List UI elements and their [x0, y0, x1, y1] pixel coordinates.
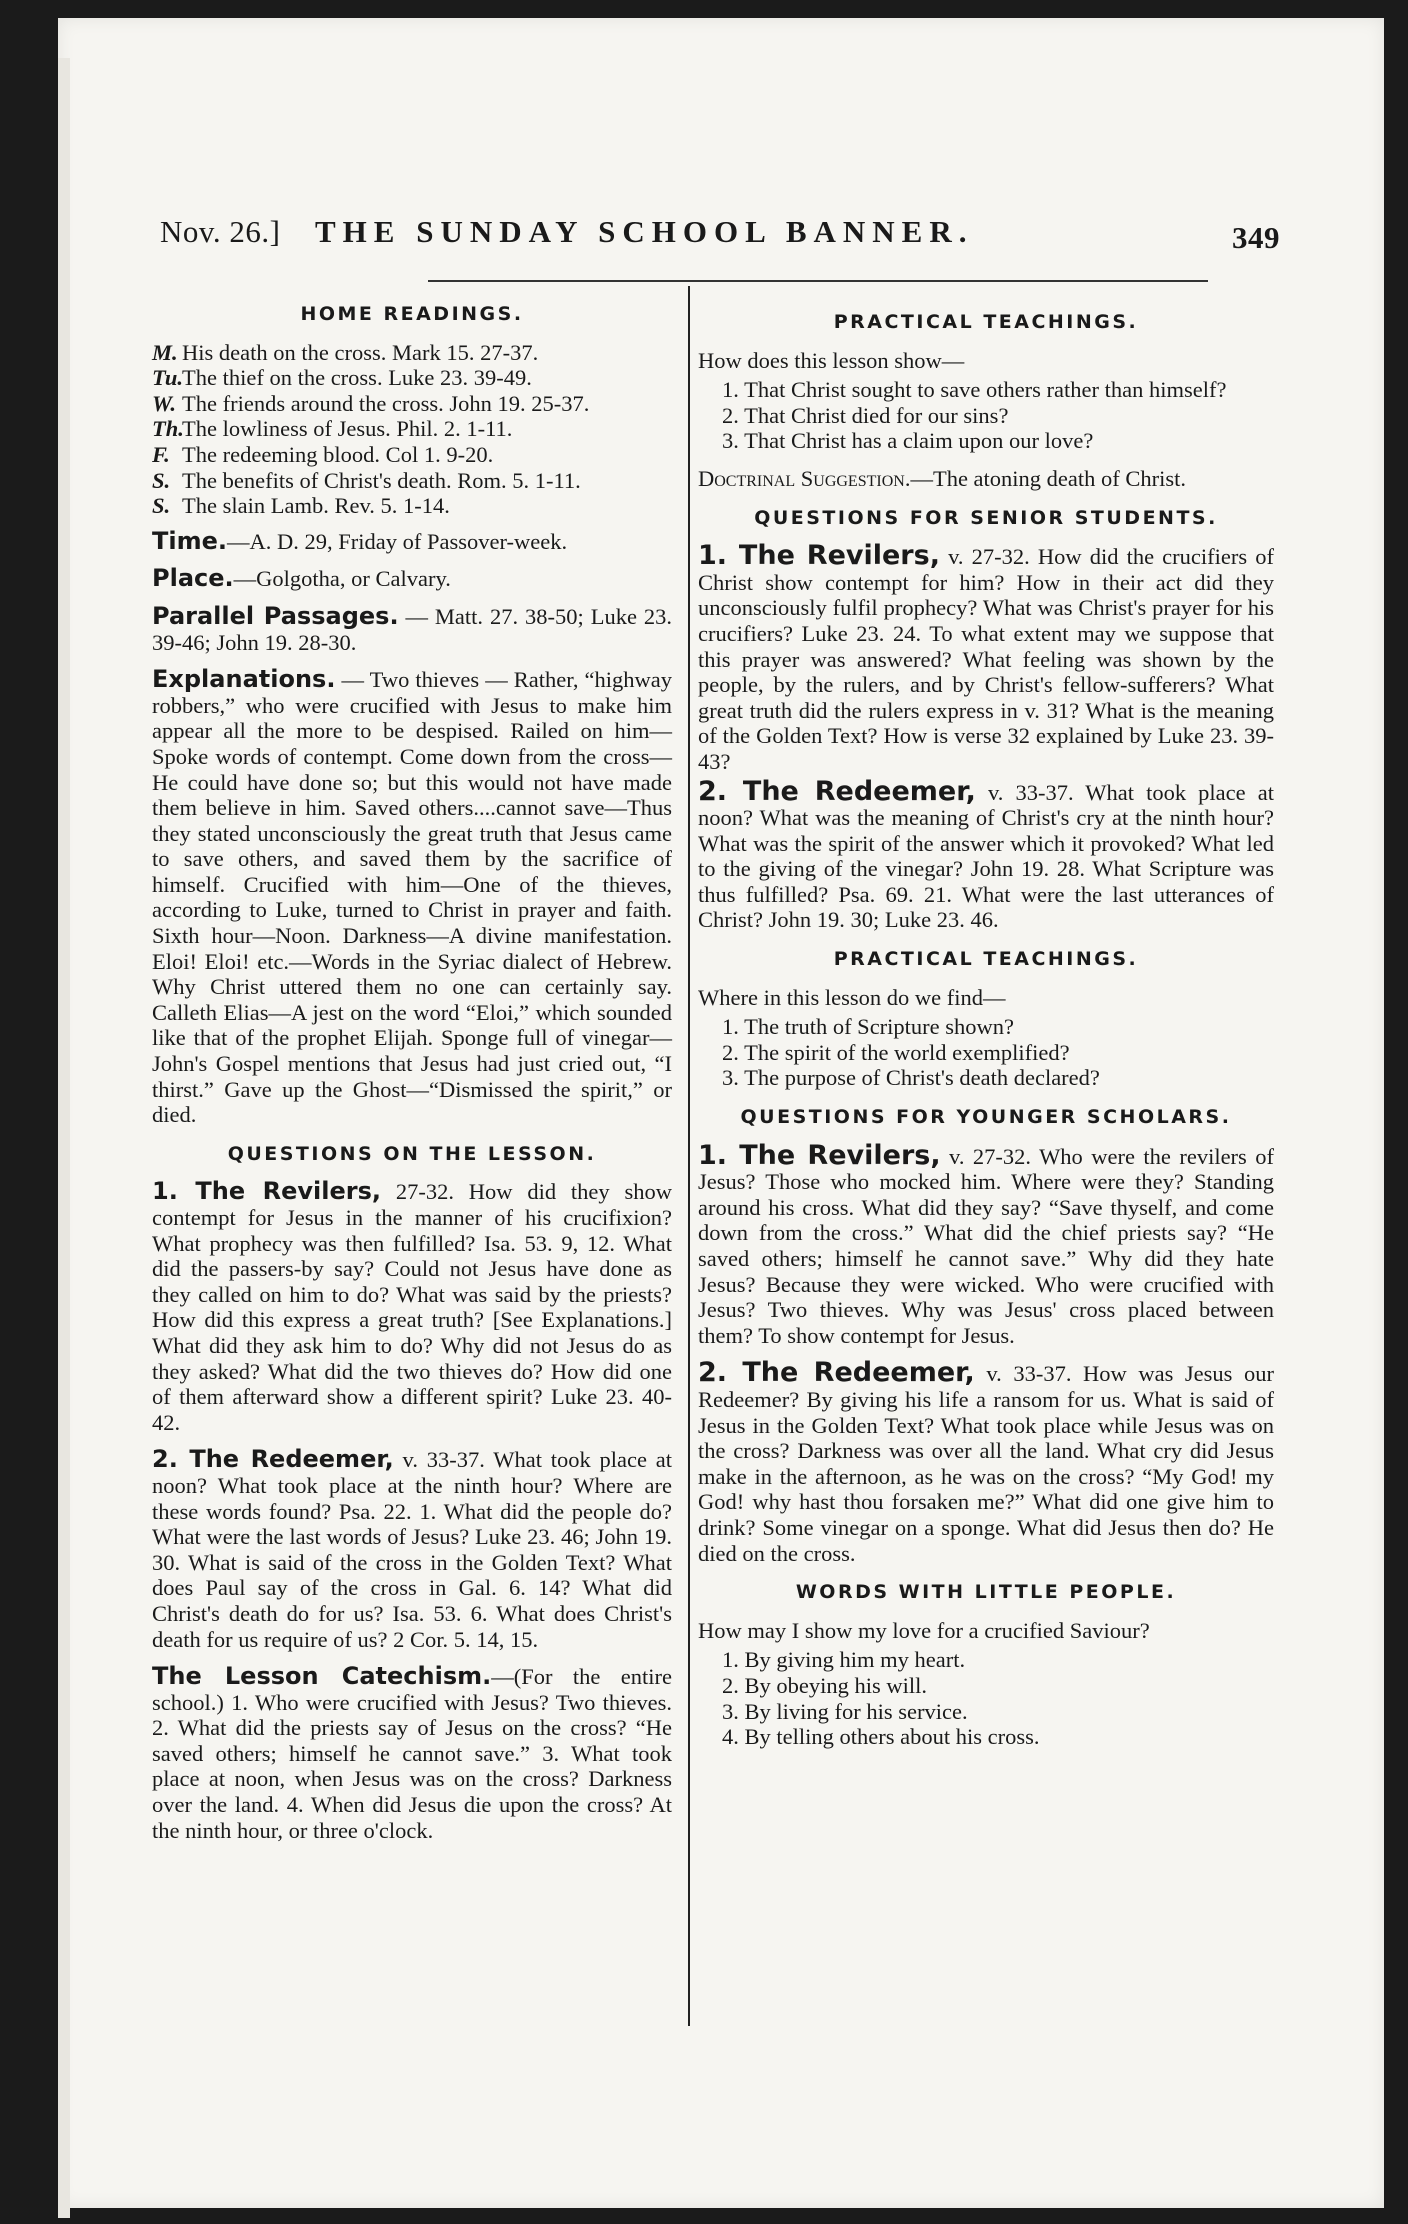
senior-q1-label: 1. The Revilers,: [698, 540, 940, 572]
time-text: —A. D. 29, Friday of Passover-week.: [227, 528, 568, 554]
parallel-paragraph: [152, 601, 672, 655]
little-people-list: [698, 1647, 1274, 1749]
practical-intro: How does this lesson show—: [698, 347, 965, 373]
reading-row: [152, 442, 672, 468]
reading-row: [152, 416, 672, 442]
younger-q1-label: 1. The Revilers,: [698, 1139, 941, 1171]
left-column: [152, 288, 672, 1855]
reading-day: S.: [152, 467, 171, 493]
publication-title: THE SUNDAY SCHOOL BANNER.: [315, 214, 974, 249]
little-people-intro: How may I show my love for a crucified Saviour?: [698, 1617, 1150, 1643]
reading-row: [152, 391, 672, 417]
catechism-label: The Lesson Catechism.: [152, 1662, 492, 1691]
senior-q1-text: v. 27-32. How did the crucifiers of Christ show contempt for him? How in their act did they unconsciously fulfil prophecy? What was Christ's prayer for his crucifiers? Luke 23. 24. To what extent may we suppose that this prayer was answered? What feeling was shown by the people, by the rulers, and by Christ's fellow-sufferers? What great truth did the rulers express in v. 31? What is the meaning of the Golden Text? How is verse 32 explained by Luke 23. 39-43?: [698, 544, 1274, 774]
reading-text: The slain Lamb. Rev. 5. 1-14.: [182, 493, 450, 519]
list-item: 3. The purpose of Christ's death declared?: [722, 1065, 1100, 1091]
lesson-q1-label: 1. The Revilers,: [152, 1177, 382, 1206]
parallel-text: — Matt. 27. 38-50; Luke 23. 39-46; John 19. 28-30.: [152, 603, 672, 655]
doctrinal-text: —The atoning death of Christ.: [910, 465, 1187, 491]
reading-day: S.: [152, 493, 171, 519]
reading-text: The thief on the cross. Luke 23. 39-49.: [182, 365, 532, 391]
doctrinal-label: Doctrinal Suggestion.: [698, 465, 911, 491]
place-paragraph: [152, 566, 672, 592]
page-edge: [58, 58, 70, 2218]
reading-text: The lowliness of Jesus. Phil. 2. 1-11.: [182, 416, 513, 442]
doctrinal-paragraph: [698, 466, 1274, 492]
lesson-q2-text: v. 33-37. What took place at noon? What took place at the ninth hour? Where are these words found? Psa. 22. 1. What did the people do? What were the last words of Jesus? Luke 23. 46; John 19. 30. What is said of the cross in the Golden Text? What does Paul say of the cross in Gal. 6. 14? What did Christ's death do for us? Isa. 53. 6. What does Christ's death for us require of us? 2 Cor. 5. 14, 15.: [152, 1447, 672, 1652]
time-label: Time.: [152, 526, 227, 555]
explanations-text: — Two thieves — Rather, “highway robbers,” who were crucified with Jesus to make him appear all the more to be despised. Railed on him—Spoke words of contempt. Come down from the cross—He could have done so; but this would not have made them believe in him. Saved others....cannot save—Thus they stated unconsciously the great truth that Jesus came to save others, and saved them by the sacrifice of himself. Crucified with him—One of the thieves, according to Luke, turned to Christ in prayer and faith. Sixth hour—Noon. Darkness—A divine manifestation. Eloi! Eloi! etc.—Words in the Syriac dialect of Hebrew. Why Christ uttered them no one can certainly say. Calleth Elias—A jest on the word “Eloi,” which sounded like that of the prophet Elijah. Sponge full of vinegar—John's Gospel mentions that Jesus had just cried out, “I thirst.” Gave up the Ghost—“Dismissed the spirit,” or died.: [152, 667, 672, 1128]
page-number: 349: [1232, 220, 1280, 255]
practical-list: [698, 377, 1274, 454]
time-paragraph: [152, 526, 672, 555]
lesson-q1-paragraph: [152, 1179, 672, 1435]
list-item: 2. By obeying his will.: [722, 1672, 928, 1698]
home-readings-heading: HOME READINGS.: [300, 303, 524, 325]
questions-lesson-heading: QUESTIONS ON THE LESSON.: [227, 1142, 597, 1165]
senior-q1-paragraph: [698, 540, 1274, 774]
issue-date: Nov. 26.]: [160, 214, 281, 249]
list-item: 3. By living for his service.: [722, 1698, 968, 1724]
senior-q2-text: v. 33-37. What took place at noon? What was the meaning of Christ's cry at the ninth hour? What was the spirit of the answer which it provoked? What led to the giving of the vinegar? John 19. 28. What Scripture was thus fulfilled? Psa. 69. 21. What were the last utterances of Christ? John 19. 30; Luke 23. 46.: [698, 779, 1274, 933]
list-item: 1. That Christ sought to save others rather than himself?: [722, 377, 1227, 403]
reading-text: The redeeming blood. Col 1. 9-20.: [182, 441, 494, 467]
page: [58, 18, 1384, 2208]
practical-2-list: [698, 1014, 1274, 1091]
reading-text: His death on the cross. Mark 15. 27-37.: [182, 339, 539, 365]
senior-q2-label: 2. The Redeemer,: [698, 775, 976, 807]
reading-day: M.: [152, 339, 178, 365]
list-item: 2. That Christ died for our sins?: [722, 402, 1009, 428]
practical-2-intro: Where in this lesson do we find—: [698, 984, 1006, 1010]
little-people-heading: WORDS WITH LITTLE PEOPLE.: [795, 1581, 1177, 1604]
practical-teachings-2-heading: PRACTICAL TEACHINGS.: [833, 948, 1139, 971]
lesson-q1-text: 27-32. How did they show contempt for Jesus in the manner of his crucifixion? What prophecy was then fulfilled? Isa. 53. 9, 12. What did the passers-by say? Could not Jesus have done as they called on him to do? What was said by the priests? How did this express a great truth? [See Explanations.] What did they ask him to do? Why did not Jesus do as they asked? What did the two thieves do? How did one of them afterward show a different spirit? Luke 23. 40-42.: [152, 1179, 672, 1435]
reading-row: [152, 468, 672, 494]
list-item: 2. The spirit of the world exemplified?: [722, 1039, 1070, 1065]
reading-day: Th.: [152, 416, 184, 442]
reading-row: [152, 493, 672, 519]
senior-heading: QUESTIONS FOR SENIOR STUDENTS.: [754, 506, 1218, 529]
home-readings-list: [152, 340, 672, 519]
younger-q2-label: 2. The Redeemer,: [698, 1357, 975, 1389]
column-divider: [688, 286, 690, 2026]
place-text: —Golgotha, or Calvary.: [233, 566, 451, 592]
list-item: 4. By telling others about his cross.: [722, 1724, 1040, 1750]
list-item: 1. The truth of Scripture shown?: [722, 1014, 1015, 1040]
catechism-text: —(For the entire school.) 1. Who were crucified with Jesus? Two thieves. 2. What did the priests say of Jesus on the cross? “He saved others; himself he cannot save.” 3. What took place at noon, when Jesus was on the cross? Darkness over the land. 4. When did Jesus die upon the cross? At the ninth hour, or three o'clock.: [152, 1664, 672, 1843]
catechism-paragraph: [152, 1664, 672, 1843]
younger-q1-paragraph: [698, 1139, 1274, 1349]
parallel-label: Parallel Passages.: [152, 601, 399, 630]
explanations-label: Explanations.: [152, 665, 336, 694]
reading-day: W.: [152, 390, 176, 416]
reading-row: [152, 365, 672, 391]
place-label: Place.: [152, 564, 234, 593]
younger-q2-paragraph: [698, 1357, 1274, 1566]
younger-q1-text: v. 27-32. Who were the revilers of Jesus? Those who mocked him. Where were they? Standing around his cross. What did they say? “Save thyself, and come down from the cross.” What did the chief priests say? “He saved others; himself he cannot save.” Why did they hate Jesus? Because they were wicked. Who were crucified with Jesus? Two thieves. Why was Jesus' cross placed between them? To show contempt for Jesus.: [698, 1143, 1274, 1348]
younger-heading: QUESTIONS FOR YOUNGER SCHOLARS.: [740, 1106, 1232, 1129]
lesson-q2-paragraph: [152, 1447, 672, 1652]
reading-row: [152, 340, 672, 366]
reading-day: Tu.: [152, 365, 184, 391]
explanations-paragraph: [152, 667, 672, 1128]
practical-teachings-heading: PRACTICAL TEACHINGS.: [833, 311, 1139, 333]
header-rule: [428, 280, 1208, 282]
reading-day: F.: [152, 441, 170, 467]
lesson-q2-label: 2. The Redeemer,: [152, 1445, 394, 1474]
running-header: [160, 214, 1280, 270]
right-column: [698, 296, 1274, 1762]
list-item: 1. By giving him my heart.: [722, 1647, 966, 1673]
reading-text: The benefits of Christ's death. Rom. 5. 1-11.: [182, 467, 581, 493]
younger-q2-text: v. 33-37. How was Jesus our Redeemer? By giving his life a ransom for us. What is said of Jesus in the Golden Text? What took place while Jesus was on the cross? Darkness was over all the land. What cry did Jesus make in the afternoon, as he was on the cross? “My God! my God! why hast thou forsaken me?” What did one give him to drink? Some vinegar on a sponge. What did Jesus then do? He died on the cross.: [698, 1361, 1274, 1566]
senior-q2-paragraph: [698, 775, 1274, 934]
reading-text: The friends around the cross. John 19. 25-37.: [182, 390, 590, 416]
list-item: 3. That Christ has a claim upon our love?: [722, 428, 1094, 454]
